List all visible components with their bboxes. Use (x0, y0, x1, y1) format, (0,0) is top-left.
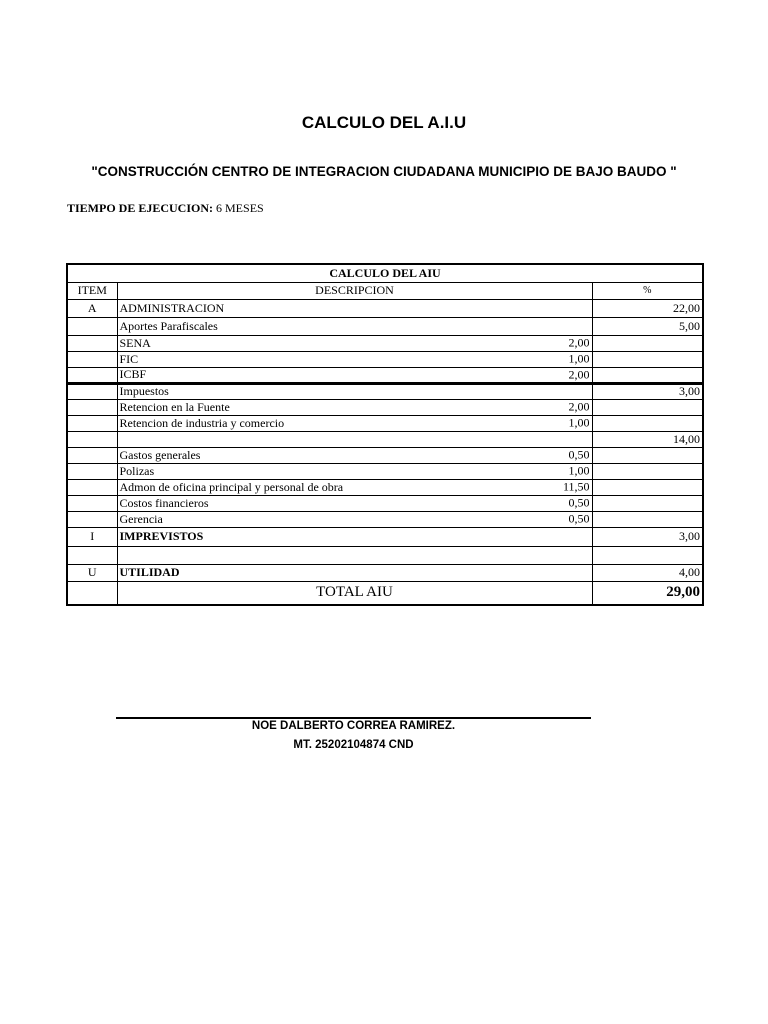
row-description: IMPREVISTOS (119, 529, 204, 543)
row-description-cell (117, 463, 592, 479)
row-description: Impuestos (119, 384, 169, 398)
project-subtitle: "CONSTRUCCIÓN CENTRO DE INTEGRACION CIUDADANA MUNICIPIO DE BAJO BAUDO " (91, 164, 677, 179)
row-item-code (67, 546, 117, 564)
column-header-description: DESCRIPCION (117, 282, 592, 299)
row-item-code: U (67, 564, 117, 581)
row-description-cell (117, 495, 592, 511)
row-percent (592, 495, 703, 511)
row-description-cell (117, 431, 592, 447)
table-row (67, 415, 703, 431)
table-row (67, 511, 703, 527)
total-label: TOTAL AIU (117, 581, 592, 605)
row-item-code (67, 415, 117, 431)
row-description: ADMINISTRACION (119, 300, 225, 315)
row-description-cell (117, 383, 592, 399)
row-percent: 5,00 (592, 317, 703, 335)
row-description-cell (117, 317, 592, 335)
row-item-code (67, 351, 117, 367)
row-subvalue: 2,00 (568, 367, 590, 381)
total-value: 29,00 (592, 581, 703, 605)
document-title: CALCULO DEL A.I.U (301, 113, 467, 132)
row-subvalue: 2,00 (568, 335, 590, 350)
row-description: Costos financieros (119, 495, 209, 510)
row-percent: 22,00 (592, 299, 703, 317)
column-header-item: ITEM (67, 282, 117, 299)
table-row (67, 335, 703, 351)
row-description: Gerencia (119, 511, 163, 526)
total-item-cell (67, 581, 117, 605)
row-description-cell (117, 415, 592, 431)
table-row (67, 367, 703, 383)
row-percent (592, 511, 703, 527)
row-description-cell (117, 367, 592, 383)
row-item-code (67, 431, 117, 447)
row-description-cell (117, 335, 592, 351)
row-subvalue: 0,50 (568, 511, 590, 526)
table-row (67, 299, 703, 317)
row-item-code: I (67, 527, 117, 546)
row-description-cell (117, 511, 592, 527)
row-description: Retencion en la Fuente (119, 399, 230, 414)
row-description-cell (117, 564, 592, 581)
row-description: Aportes Parafiscales (119, 318, 218, 333)
row-subvalue: 11,50 (562, 479, 590, 494)
row-percent (592, 399, 703, 415)
row-description: SENA (119, 335, 151, 350)
row-description: Gastos generales (119, 447, 201, 462)
table-row (67, 431, 703, 447)
table-row (67, 447, 703, 463)
column-header-percent: % (592, 282, 703, 299)
row-item-code (67, 383, 117, 399)
table-row (67, 527, 703, 546)
row-percent: 3,00 (592, 383, 703, 399)
row-item-code (67, 511, 117, 527)
row-description: FIC (119, 351, 139, 366)
row-description-cell (117, 399, 592, 415)
row-description: Admon de oficina principal y personal de obra (119, 479, 344, 494)
table-row (67, 495, 703, 511)
row-subvalue: 1,00 (568, 351, 590, 366)
table-caption-row (67, 264, 703, 282)
row-item-code (67, 495, 117, 511)
signature-line (116, 717, 591, 719)
execution-time-label: TIEMPO DE EJECUCION: (67, 201, 214, 215)
table-caption: CALCULO DEL AIU (67, 264, 703, 282)
execution-time-value: 6 MESES (216, 201, 264, 215)
row-description: Polizas (119, 463, 155, 478)
row-percent (592, 367, 703, 383)
signer-license: MT. 25202104874 CND (293, 739, 414, 751)
row-percent (592, 335, 703, 351)
row-percent: 14,00 (592, 431, 703, 447)
row-description: Retencion de industria y comercio (119, 415, 285, 430)
row-percent (592, 463, 703, 479)
table-row (67, 383, 703, 399)
row-item-code (67, 447, 117, 463)
row-percent (592, 447, 703, 463)
table-row (67, 564, 703, 581)
row-item-code (67, 479, 117, 495)
table-row (67, 351, 703, 367)
row-description: ICBF (119, 367, 147, 381)
row-subvalue: 1,00 (568, 415, 590, 430)
row-percent: 4,00 (592, 564, 703, 581)
row-item-code: A (67, 299, 117, 317)
row-item-code (67, 463, 117, 479)
row-percent (592, 415, 703, 431)
row-description-cell (117, 546, 592, 564)
row-subvalue: 2,00 (568, 399, 590, 414)
table-row (67, 546, 703, 564)
table-row (67, 463, 703, 479)
row-item-code (67, 335, 117, 351)
total-row (67, 581, 703, 605)
row-description-cell (117, 479, 592, 495)
row-description: UTILIDAD (119, 565, 180, 579)
row-item-code (67, 399, 117, 415)
table-row (67, 317, 703, 335)
row-percent (592, 351, 703, 367)
row-percent: 3,00 (592, 527, 703, 546)
row-item-code (67, 317, 117, 335)
row-percent (592, 546, 703, 564)
row-description-cell (117, 447, 592, 463)
table-row (67, 479, 703, 495)
row-percent (592, 479, 703, 495)
row-description-cell (117, 351, 592, 367)
row-subvalue: 0,50 (568, 495, 590, 510)
table-row (67, 399, 703, 415)
row-subvalue: 1,00 (568, 463, 590, 478)
row-subvalue: 0,50 (568, 447, 590, 462)
aiu-table (66, 263, 704, 606)
row-description-cell (117, 299, 592, 317)
signer-name: NOE DALBERTO CORREA RAMIREZ. (251, 720, 456, 732)
execution-time (67, 201, 264, 216)
row-item-code (67, 367, 117, 383)
row-description-cell (117, 527, 592, 546)
table-header-row (67, 282, 703, 299)
